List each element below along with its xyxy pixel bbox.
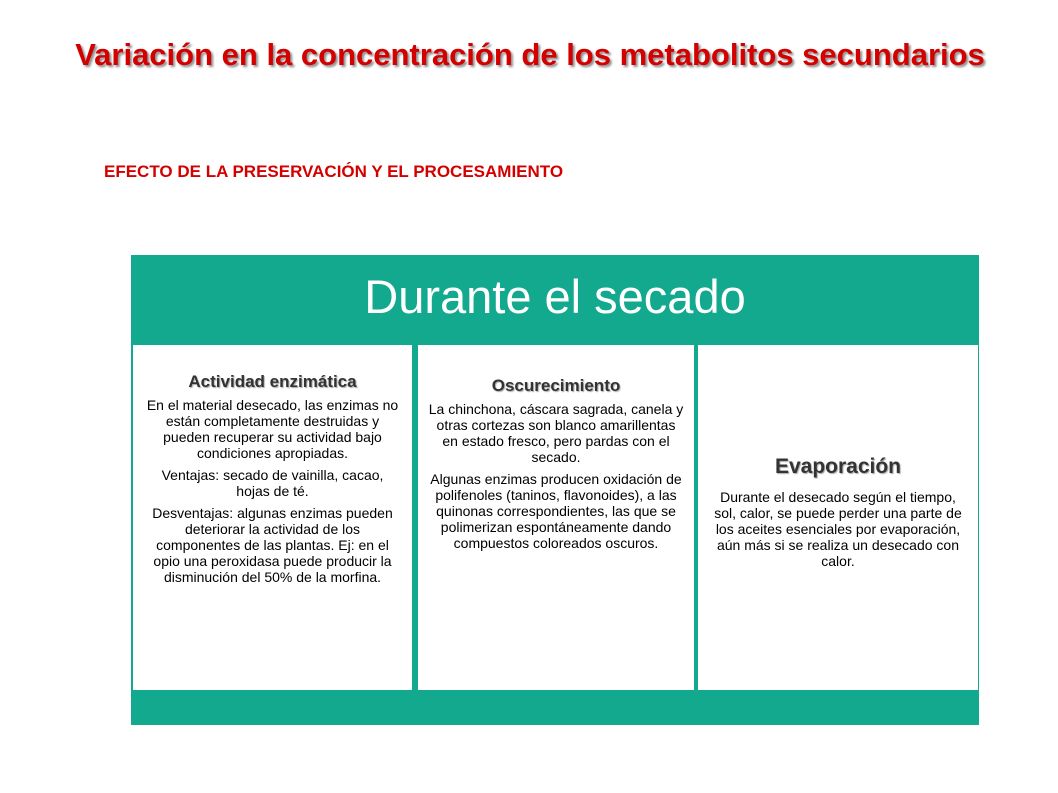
card-title: Oscurecimiento <box>491 376 621 395</box>
card-evaporation <box>698 345 978 690</box>
card-enzymatic-activity <box>133 345 412 690</box>
card-browning <box>418 345 694 690</box>
diagram-heading: Durante el secado <box>364 270 746 323</box>
drying-diagram <box>131 255 979 725</box>
card-paragraph: En el material desecado, las enzimas no están completamente destruidas y pueden recuperar su actividad bajo condiciones apropiadas. <box>146 397 399 461</box>
card-paragraph: Ventajas: secado de vainilla, cacao, hojas de té. <box>161 467 384 499</box>
slide-title: Variación en la concentración de los metabolitos secundarios <box>75 37 985 72</box>
card-paragraph: Desventajas: algunas enzimas pueden deteriorar la actividad de los componentes de las plantas. Ej: en el opio una peroxidasa puede producir la disminución del 50% de la morfina. <box>152 505 393 585</box>
card-paragraph: Algunas enzimas producen oxidación de polifenoles (taninos, flavonoides), a las quinonas correspondientes, las que se polimerizan espontáneamente dando compuestos coloreados oscuros. <box>430 471 682 551</box>
card-title: Actividad enzimática <box>188 372 357 391</box>
card-paragraph: Durante el desecado según el tiempo, sol, calor, se puede perder una parte de los aceites esenciales por evaporación, aún más si se realiza un desecado con calor. <box>714 489 962 569</box>
slide-subtitle: EFECTO DE LA PRESERVACIÓN Y EL PROCESAMIENTO <box>104 162 564 181</box>
card-title: Evaporación <box>774 455 902 478</box>
card-paragraph: La chinchona, cáscara sagrada, canela y otras cortezas son blanco amarillentas en estado fresco, pero pardas con el secado. <box>428 401 684 465</box>
